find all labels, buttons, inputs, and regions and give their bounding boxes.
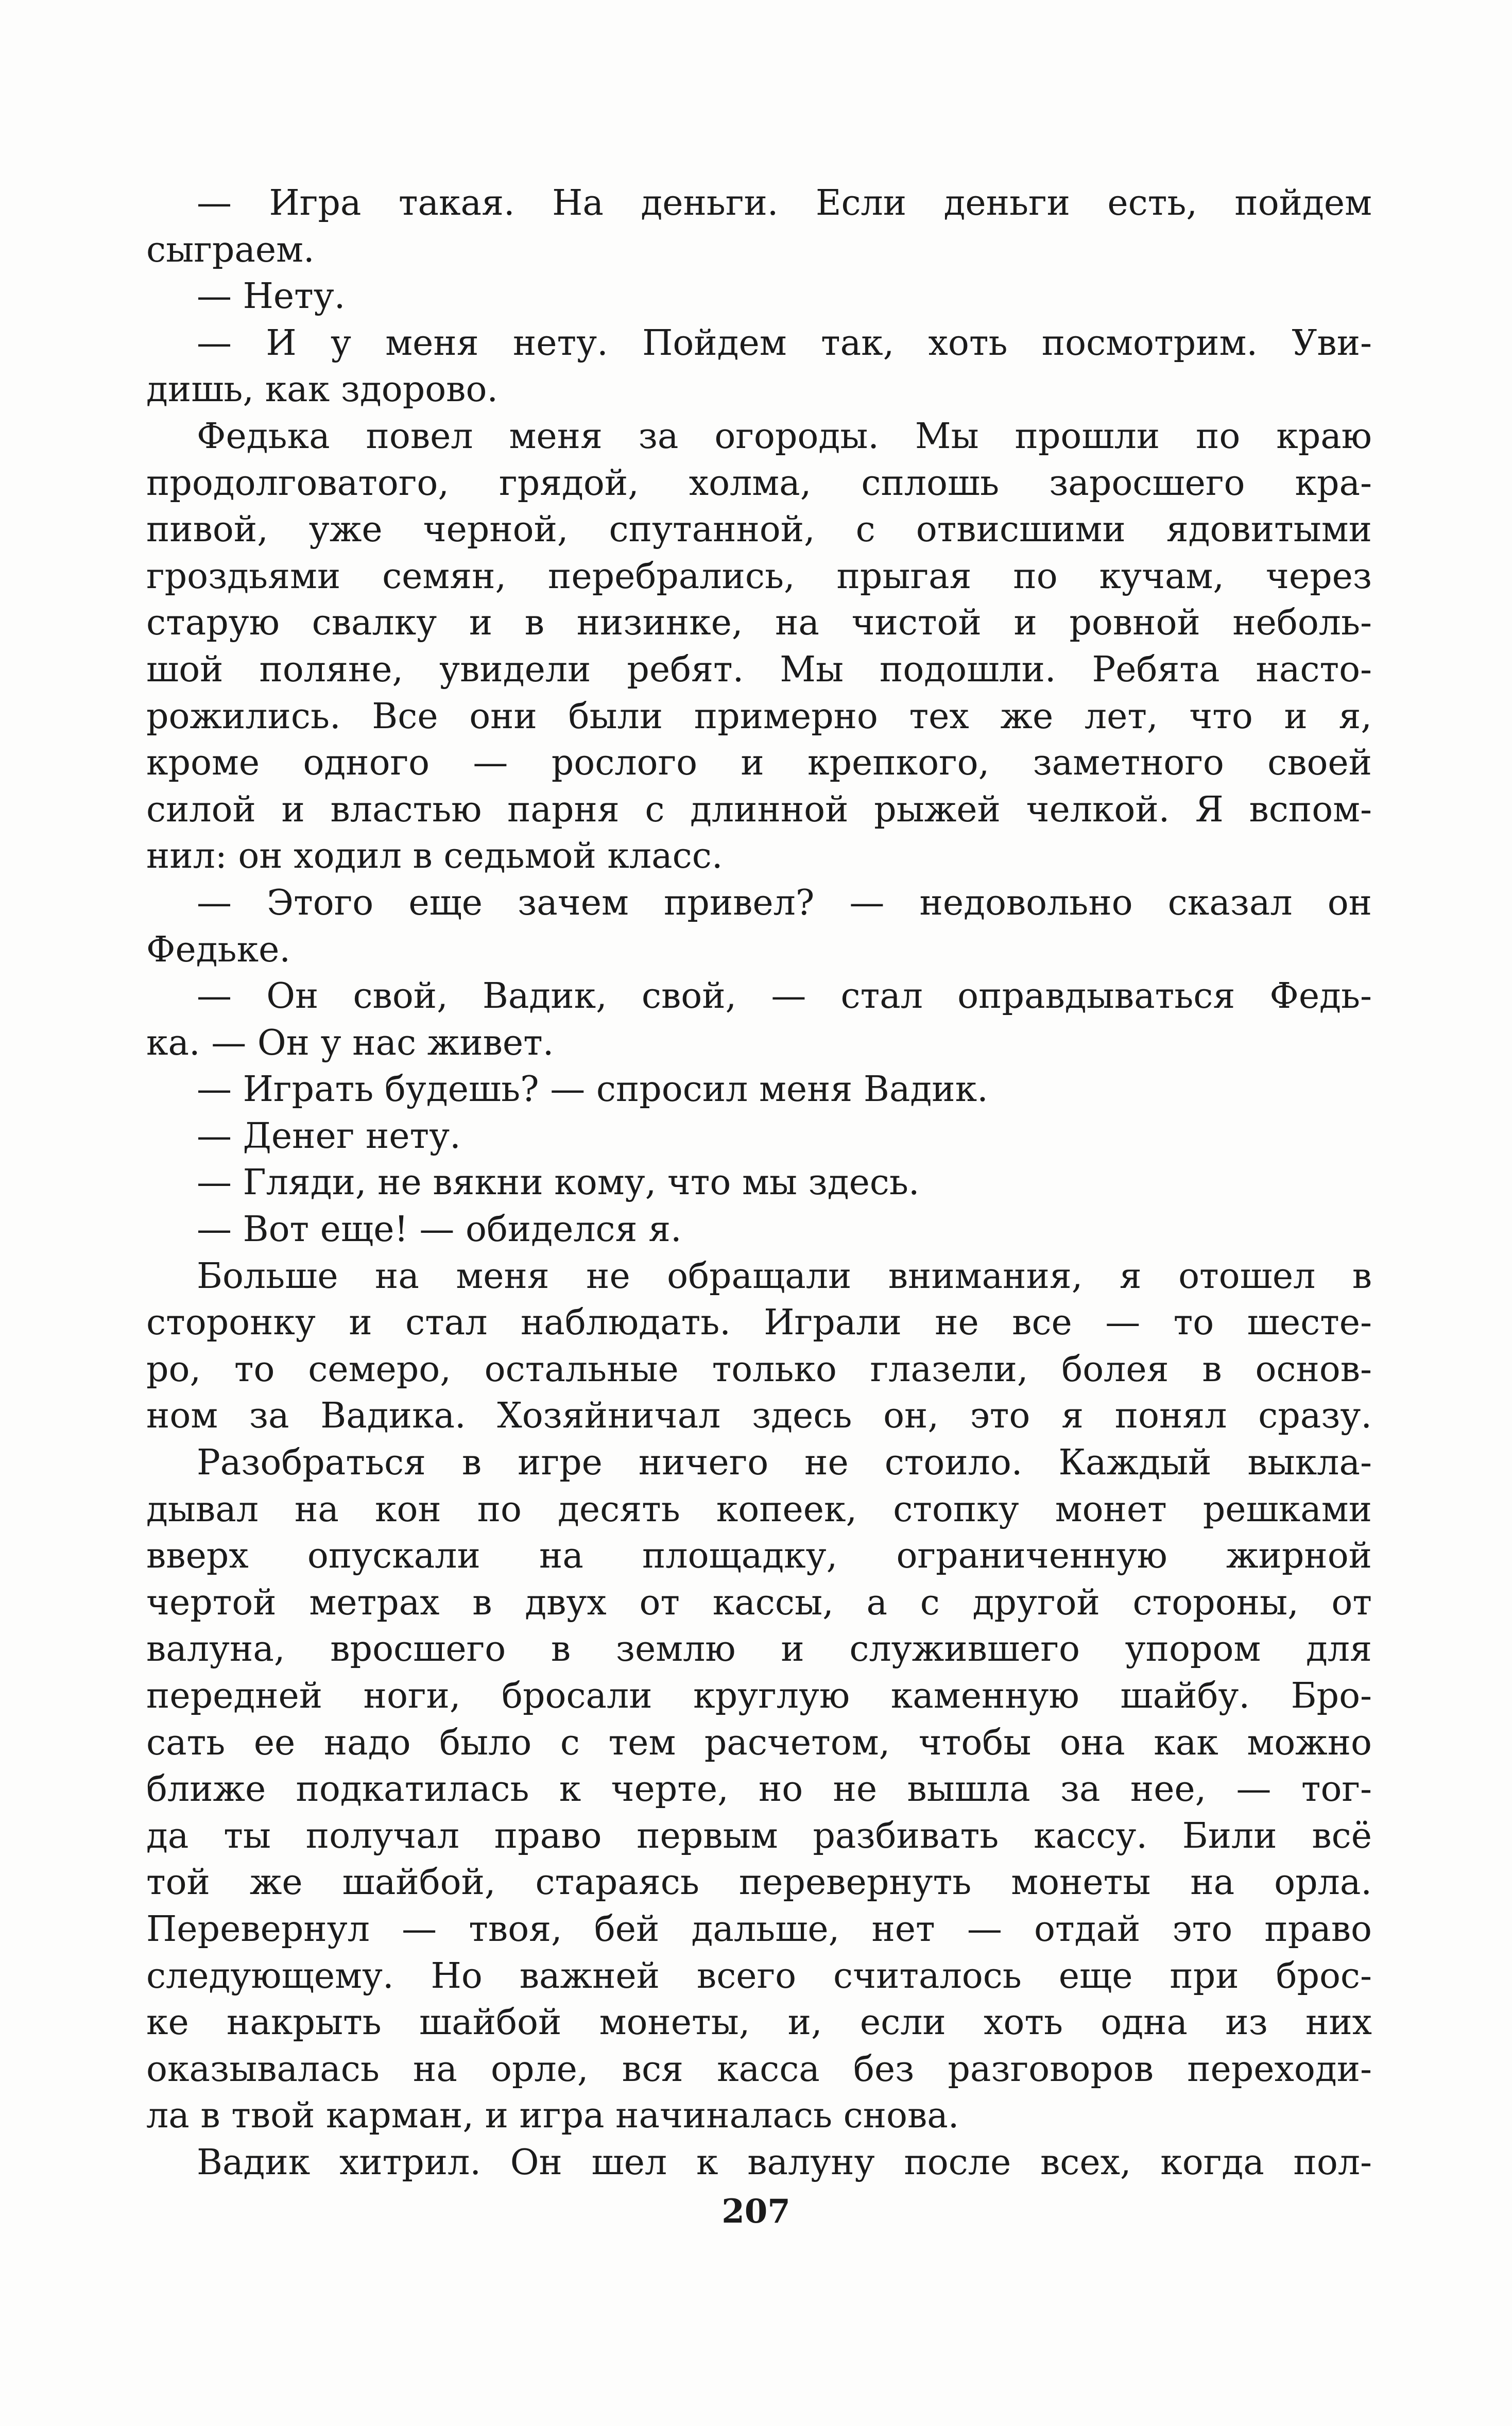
text-line: Перевернул — твоя, бей дальше, нет — отдай это право <box>146 1908 1372 1950</box>
text-line: старую свалку и в низинке, на чистой и ровной неболь- <box>146 603 1372 644</box>
text-line: пивой, уже черной, спутанной, с отвисшими ядовитыми <box>146 509 1372 550</box>
text-line: следующему. Но важней всего считалось еще при брос- <box>146 1955 1372 1997</box>
text-line: Больше на меня не обращали внимания, я отошел в <box>197 1255 1372 1297</box>
text-line: ка. — Он у нас живет. <box>146 1022 554 1063</box>
text-line: — Вот еще! — обиделся я. <box>197 1209 682 1250</box>
body-text <box>146 180 1372 2187</box>
text-line: — Игра такая. На деньги. Если деньги есть, пойдем <box>197 183 1372 223</box>
text-line: силой и властью парня с длинной рыжей челкой. Я вспом- <box>146 789 1372 830</box>
text-line: Федька повел меня за огороды. Мы прошли по краю <box>197 416 1372 457</box>
text-line: оказывалась на орле, вся касса без разговоров переходи- <box>146 2049 1372 2090</box>
text-line: — Он свой, Вадик, свой, — стал оправдываться Федь- <box>197 976 1372 1017</box>
text-line: чертой метрах в двух от кассы, а с другой стороны, от <box>146 1582 1372 1623</box>
text-line: — Играть будешь? — спросил меня Вадик. <box>197 1069 988 1110</box>
text-line: — Нету. <box>197 276 346 317</box>
text-line: Вадик хитрил. Он шел к валуну после всех, когда пол- <box>197 2142 1372 2183</box>
text-line: ке накрыть шайбой монеты, и, если хоть одна из них <box>146 2002 1372 2043</box>
text-line: ро, то семеро, остальные только глазели, болея в основ- <box>146 1349 1372 1390</box>
text-line: ном за Вадика. Хозяйничал здесь он, это я понял сразу. <box>146 1396 1372 1437</box>
text-line: — И у меня нету. Пойдем так, хоть посмотрим. Уви- <box>197 322 1372 364</box>
text-line: гроздьями семян, перебрались, прыгая по кучам, через <box>146 556 1372 597</box>
text-line: сать ее надо было с тем расчетом, чтобы она как можно <box>146 1722 1372 1763</box>
text-line: ближе подкатилась к черте, но не вышла за нее, — тог- <box>146 1769 1372 1810</box>
text-line: ла в твой карман, и игра начиналась снова. <box>146 2095 959 2137</box>
text-line: нил: он ходил в седьмой класс. <box>146 836 723 877</box>
text-line: — Этого еще зачем привел? — недовольно сказал он <box>197 882 1372 923</box>
text-line: той же шайбой, стараясь перевернуть монеты на орла. <box>146 1862 1372 1903</box>
text-line: дишь, как здорово. <box>146 369 499 410</box>
text-line: валуна, вросшего в землю и служившего упором для <box>146 1629 1372 1670</box>
text-line: сторонку и стал наблюдать. Играли не все — то шесте- <box>146 1302 1372 1344</box>
text-line: передней ноги, бросали круглую каменную шайбу. Бро- <box>146 1676 1372 1716</box>
text-line: — Гляди, не вякни кому, что мы здесь. <box>197 1162 920 1203</box>
text-line: сыграем. <box>146 229 315 270</box>
text-line: дывал на кон по десять копеек, стопку монет решками <box>146 1489 1372 1530</box>
text-line: да ты получал право первым разбивать кассу. Били всё <box>146 1815 1372 1856</box>
text-line: шой поляне, увидели ребят. Мы подошли. Ребята насто- <box>146 649 1372 690</box>
text-line: — Денег нету. <box>197 1115 461 1157</box>
text-line: продолговатого, грядой, холма, сплошь заросшего кра- <box>146 462 1372 504</box>
text-line: Разобраться в игре ничего не стоило. Каждый выкла- <box>197 1442 1372 1484</box>
text-line: вверх опускали на площадку, ограниченную жирной <box>146 1536 1372 1577</box>
text-line: рожились. Все они были примерно тех же лет, что и я, <box>146 696 1372 737</box>
text-line: кроме одного — рослого и крепкого, заметного своей <box>146 743 1372 784</box>
page-number: 207 <box>721 2192 791 2231</box>
text-line: Федьке. <box>146 929 290 970</box>
